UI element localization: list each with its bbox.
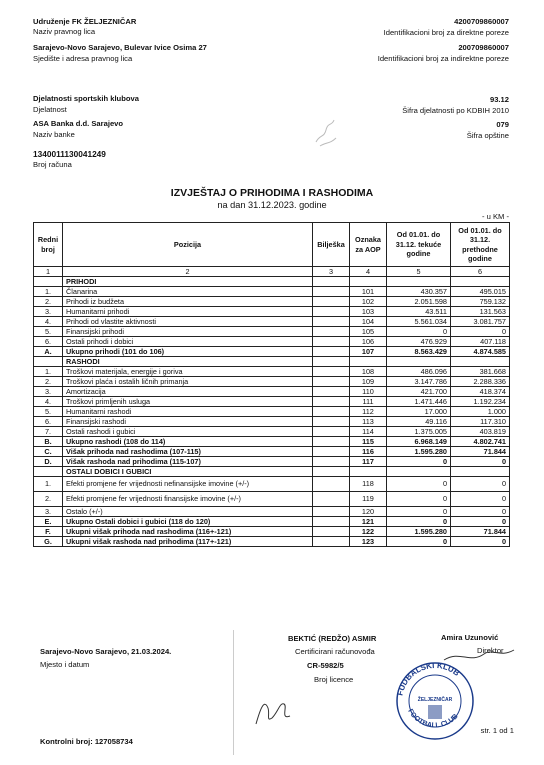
cell-position: Ukupni višak prihoda nad rashodima (116+-121) (63, 527, 313, 537)
cell-aop: 116 (350, 447, 387, 457)
activity-code: 93.12 (489, 95, 509, 104)
cell-previous: 0 (451, 537, 510, 547)
cell-current: 0 (387, 537, 451, 547)
cell-number: C. (34, 447, 63, 457)
license-number: CR-5982/5 (307, 661, 344, 670)
cell-previous: 0 (451, 517, 510, 527)
cell-note (313, 492, 350, 507)
cell-current (387, 357, 451, 367)
vat-id-label: Identifikacioni broj za indirektne poreze (377, 54, 509, 63)
cell-current: 486.096 (387, 367, 451, 377)
column-index: 6 (451, 267, 510, 277)
cell-aop: 111 (350, 397, 387, 407)
table-row (34, 297, 510, 307)
cell-previous (451, 277, 510, 287)
cell-note (313, 507, 350, 517)
cell-number: 1. (34, 367, 63, 377)
cell-note (313, 357, 350, 367)
cell-note (313, 377, 350, 387)
cell-current: 1.471.446 (387, 397, 451, 407)
table-row (34, 277, 510, 287)
cell-aop: 112 (350, 407, 387, 417)
table-row (34, 337, 510, 347)
cell-note (313, 287, 350, 297)
initials-mark (312, 112, 342, 150)
table-row (34, 517, 510, 527)
cell-previous: 418.374 (451, 387, 510, 397)
cell-current: 17.000 (387, 407, 451, 417)
cell-previous: 0 (451, 457, 510, 467)
cell-number: 6. (34, 337, 63, 347)
account-number-label: Broj računa (33, 160, 72, 169)
cell-note (313, 347, 350, 357)
cell-previous: 1.000 (451, 407, 510, 417)
cell-aop: 103 (350, 307, 387, 317)
table-row (34, 537, 510, 547)
accountant-name: BEKTIĆ (REDŽO) ASMIR (288, 634, 377, 643)
report-title: IZVJEŠTAJ O PRIHODIMA I RASHODIMA (170, 187, 374, 199)
cell-number: 1. (34, 287, 63, 297)
cell-current: 0 (387, 477, 451, 492)
cell-aop (350, 277, 387, 287)
table-row (34, 492, 510, 507)
cell-aop: 106 (350, 337, 387, 347)
director-name: Amira Uzunović (441, 633, 499, 642)
cell-current: 8.563.429 (387, 347, 451, 357)
cell-aop: 108 (350, 367, 387, 377)
stamp-text-top: FUDBALSKI KLUB (395, 660, 462, 697)
cell-position: Efekti promjene fer vrijednosti finansijske imovine (+/-) (63, 492, 313, 507)
cell-number: 7. (34, 427, 63, 437)
cell-current: 0 (387, 457, 451, 467)
cell-previous (451, 467, 510, 477)
cell-position: Amortizacija (63, 387, 313, 397)
table-row (34, 507, 510, 517)
cell-note (313, 407, 350, 417)
tax-id-label: Identifikacioni broj za direktne poreze (383, 28, 509, 37)
cell-position: RASHODI (63, 357, 313, 367)
accountant-title: Certificirani računovođa (295, 647, 375, 656)
table-row (34, 367, 510, 377)
cell-current: 49.116 (387, 417, 451, 427)
column-index: 1 (34, 267, 63, 277)
cell-note (313, 277, 350, 287)
vat-id: 200709860007 (458, 43, 509, 52)
cell-previous: 131.563 (451, 307, 510, 317)
cell-previous: 0 (451, 492, 510, 507)
cell-position: Troškovi materijala, energije i goriva (63, 367, 313, 377)
cell-aop: 119 (350, 492, 387, 507)
table-row (34, 477, 510, 492)
stamp-text-mid: ŽELJEZNIČAR (417, 697, 453, 703)
cell-note (313, 327, 350, 337)
cell-number: F. (34, 527, 63, 537)
cell-previous: 0 (451, 477, 510, 492)
cell-aop: 118 (350, 477, 387, 492)
cell-note (313, 387, 350, 397)
cell-number: G. (34, 537, 63, 547)
cell-current: 3.147.786 (387, 377, 451, 387)
table-row (34, 357, 510, 367)
cell-previous: 2.288.336 (451, 377, 510, 387)
cell-aop: 121 (350, 517, 387, 527)
cell-aop (350, 357, 387, 367)
org-name: Udruženje FK ŽELJEZNIČAR (33, 17, 137, 26)
column-index: 3 (313, 267, 350, 277)
cell-aop: 102 (350, 297, 387, 307)
table-row (34, 467, 510, 477)
cell-current (387, 467, 451, 477)
cell-note (313, 477, 350, 492)
cell-number: E. (34, 517, 63, 527)
cell-position: Troškovi plaća i ostalih ličnih primanja (63, 377, 313, 387)
header-pozicija: Pozicija (63, 223, 313, 267)
table-row (34, 427, 510, 437)
table-row (34, 457, 510, 467)
activity-code-label: Šifra djelatnosti po KDBIH 2010 (402, 106, 509, 115)
header-previous-year: Od 01.01. do 31.12. prethodne godine (451, 223, 510, 267)
org-name-label: Naziv pravnog lica (33, 27, 96, 36)
cell-position: Finansijski prihodi (63, 327, 313, 337)
cell-aop: 109 (350, 377, 387, 387)
header-redni-broj: Redni broj (34, 223, 63, 267)
cell-current: 43.511 (387, 307, 451, 317)
cell-previous: 4.802.741 (451, 437, 510, 447)
stamp-emblem (428, 705, 442, 719)
cell-note (313, 307, 350, 317)
page-number: str. 1 od 1 (480, 726, 514, 735)
cell-note (313, 427, 350, 437)
cell-number: 2. (34, 377, 63, 387)
cell-aop: 114 (350, 427, 387, 437)
column-index: 5 (387, 267, 451, 277)
cell-note (313, 397, 350, 407)
municipality-code-label: Šifra opštine (466, 131, 509, 140)
column-index: 4 (350, 267, 387, 277)
cell-previous (451, 357, 510, 367)
cell-previous: 403.819 (451, 427, 510, 437)
cell-note (313, 317, 350, 327)
cell-previous: 3.081.757 (451, 317, 510, 327)
cell-number (34, 467, 63, 477)
cell-current: 1.595.280 (387, 447, 451, 457)
table-row (34, 527, 510, 537)
cell-position: Humanitarni rashodi (63, 407, 313, 417)
table-row (34, 407, 510, 417)
cell-aop: 117 (350, 457, 387, 467)
cell-current: 476.929 (387, 337, 451, 347)
cell-current: 5.561.034 (387, 317, 451, 327)
cell-aop: 107 (350, 347, 387, 357)
cell-position: Članarina (63, 287, 313, 297)
org-address: Sarajevo-Novo Sarajevo, Bulevar Ivice Osima 27 (33, 43, 207, 52)
table-row (34, 347, 510, 357)
cell-current (387, 277, 451, 287)
cell-current: 1.595.280 (387, 527, 451, 537)
cell-aop: 101 (350, 287, 387, 297)
director-label: Direktor (477, 646, 504, 655)
cell-number: B. (34, 437, 63, 447)
municipality-code: 079 (496, 120, 509, 129)
cell-previous: 4.874.585 (451, 347, 510, 357)
cell-note (313, 337, 350, 347)
control-number: Kontrolni broj: 127058734 (40, 737, 133, 746)
cell-number: 3. (34, 307, 63, 317)
cell-previous: 71.844 (451, 527, 510, 537)
cell-note (313, 297, 350, 307)
header-aop: Oznaka za AOP (350, 223, 387, 267)
cell-previous: 71.844 (451, 447, 510, 457)
cell-note (313, 537, 350, 547)
cell-number: 5. (34, 407, 63, 417)
cell-note (313, 517, 350, 527)
cell-current: 0 (387, 327, 451, 337)
cell-aop: 113 (350, 417, 387, 427)
table-row (34, 377, 510, 387)
cell-note (313, 367, 350, 377)
cell-note (313, 527, 350, 537)
cell-number: 4. (34, 397, 63, 407)
cell-current: 0 (387, 507, 451, 517)
cell-current: 1.375.005 (387, 427, 451, 437)
table-row (34, 417, 510, 427)
cell-position: Humanitarni prihodi (63, 307, 313, 317)
org-activity-label: Djelatnost (33, 105, 67, 114)
cell-position: Finansijski rashodi (63, 417, 313, 427)
cell-aop: 115 (350, 437, 387, 447)
table-row (34, 397, 510, 407)
license-label: Broj licence (314, 675, 354, 684)
cell-position: Ukupni višak rashoda nad prihodima (117+-121) (63, 537, 313, 547)
cell-position: Ostalo (+/-) (63, 507, 313, 517)
cell-note (313, 457, 350, 467)
column-index: 2 (63, 267, 313, 277)
cell-current: 0 (387, 492, 451, 507)
cell-aop: 105 (350, 327, 387, 337)
cell-position: Ostali prihodi i dobici (63, 337, 313, 347)
income-statement-table (33, 222, 510, 547)
cell-position: Ukupno prihodi (101 do 106) (63, 347, 313, 357)
cell-aop: 110 (350, 387, 387, 397)
table-body (34, 277, 510, 547)
org-address-label: Sjedište i adresa pravnog lica (33, 54, 133, 63)
table-row (34, 317, 510, 327)
currency-note: - u KM - (481, 212, 509, 221)
cell-current: 421.700 (387, 387, 451, 397)
cell-position: Prihodi od vlastite aktivnosti (63, 317, 313, 327)
account-number: 1340011130041249 (33, 149, 106, 159)
cell-number: 4. (34, 317, 63, 327)
cell-position: OSTALI DOBICI I GUBICI (63, 467, 313, 477)
cell-aop: 123 (350, 537, 387, 547)
cell-number: 3. (34, 507, 63, 517)
cell-current: 0 (387, 517, 451, 527)
cell-previous: 381.668 (451, 367, 510, 377)
cell-aop: 120 (350, 507, 387, 517)
cell-number: 6. (34, 417, 63, 427)
bank-name-label: Naziv banke (33, 130, 75, 139)
cell-number: A. (34, 347, 63, 357)
cell-current: 6.968.149 (387, 437, 451, 447)
table-row (34, 387, 510, 397)
bank-name: ASA Banka d.d. Sarajevo (33, 119, 124, 128)
header-current-year: Od 01.01. do 31.12. tekuće godine (387, 223, 451, 267)
cell-previous: 759.132 (451, 297, 510, 307)
cell-previous: 407.118 (451, 337, 510, 347)
tax-id: 4200709860007 (454, 17, 509, 26)
table-row (34, 327, 510, 337)
cell-position: Ukupno rashodi (108 do 114) (63, 437, 313, 447)
cell-note (313, 437, 350, 447)
cell-number: 3. (34, 387, 63, 397)
cell-aop: 122 (350, 527, 387, 537)
club-stamp (388, 655, 482, 741)
cell-number: D. (34, 457, 63, 467)
cell-note (313, 467, 350, 477)
cell-position: Prihodi iz budžeta (63, 297, 313, 307)
cell-current: 430.357 (387, 287, 451, 297)
cell-previous: 0 (451, 327, 510, 337)
table-row (34, 307, 510, 317)
cell-position: Efekti promjene fer vrijednosti nefinansijske imovine (+/-) (63, 477, 313, 492)
cell-position: Višak prihoda nad rashodima (107-115) (63, 447, 313, 457)
cell-previous: 495.015 (451, 287, 510, 297)
cell-position: Ukupno Ostali dobici i gubici (118 do 120) (63, 517, 313, 527)
footer-divider (233, 630, 235, 755)
header-biljeska: Bilješka (313, 223, 350, 267)
accountant-signature (250, 690, 300, 730)
report-date: na dan 31.12.2023. godine (217, 200, 327, 210)
cell-position: PRIHODI (63, 277, 313, 287)
table-row (34, 447, 510, 457)
place-date: Sarajevo-Novo Sarajevo, 21.03.2024. (40, 647, 172, 656)
cell-number: 2. (34, 297, 63, 307)
table-row (34, 287, 510, 297)
cell-current: 2.051.598 (387, 297, 451, 307)
cell-aop (350, 467, 387, 477)
cell-aop: 104 (350, 317, 387, 327)
cell-number (34, 277, 63, 287)
table-row (34, 437, 510, 447)
cell-note (313, 447, 350, 457)
cell-previous: 0 (451, 507, 510, 517)
stamp-text-bottom: FOOTBALL CLUB (406, 708, 460, 730)
cell-note (313, 417, 350, 427)
cell-position: Troškovi primljenih usluga (63, 397, 313, 407)
place-date-label: Mjesto i datum (40, 660, 90, 669)
cell-number (34, 357, 63, 367)
cell-position: Višak rashoda nad prihodima (115-107) (63, 457, 313, 467)
cell-previous: 117.310 (451, 417, 510, 427)
cell-number: 5. (34, 327, 63, 337)
cell-number: 2. (34, 492, 63, 507)
org-activity: Djelatnosti sportskih klubova (33, 94, 139, 103)
cell-number: 1. (34, 477, 63, 492)
cell-previous: 1.192.234 (451, 397, 510, 407)
cell-position: Ostali rashodi i gubici (63, 427, 313, 437)
